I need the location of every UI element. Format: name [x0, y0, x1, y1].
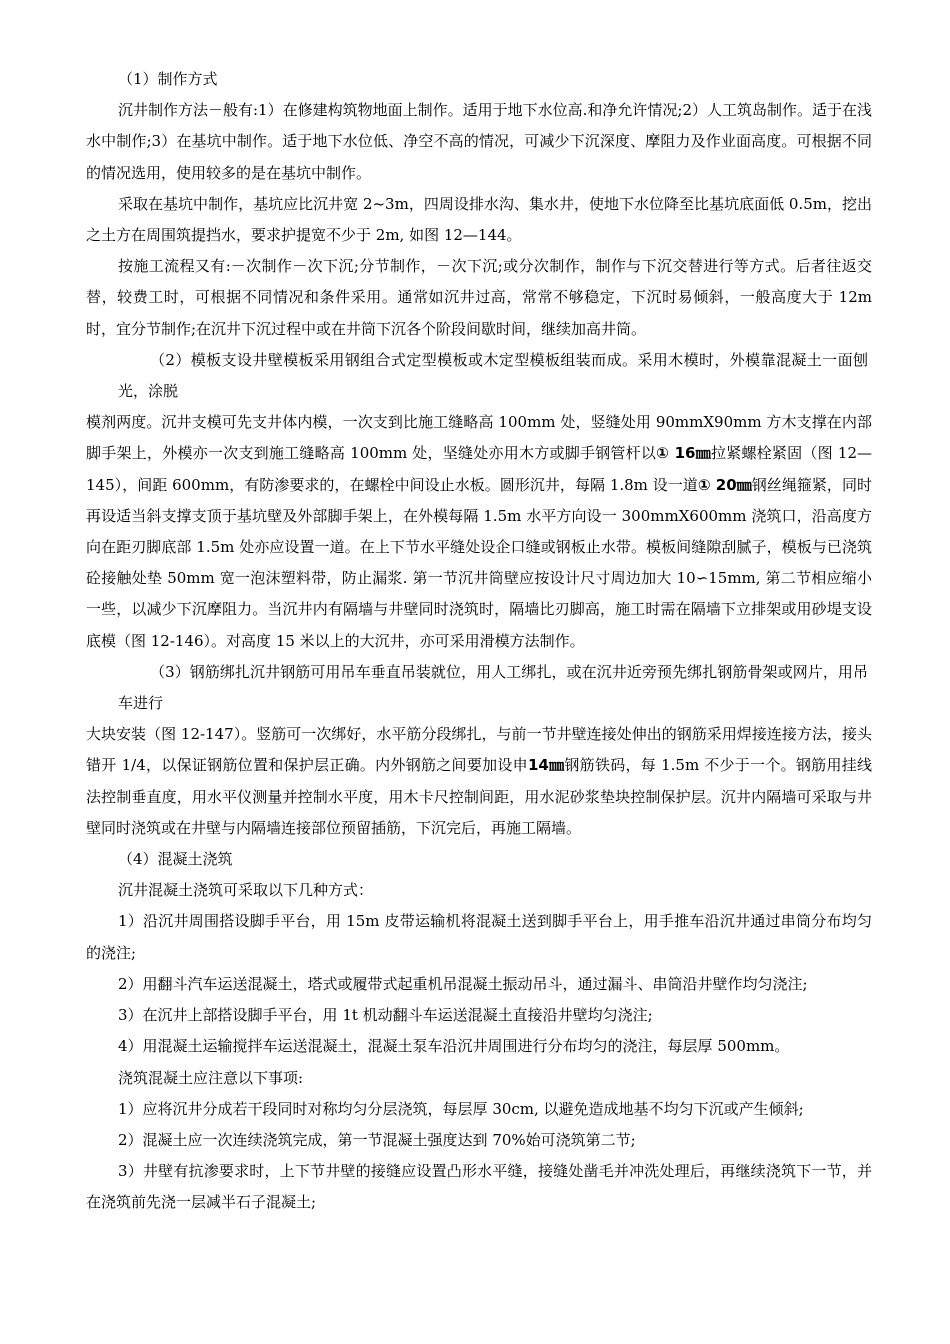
heading-production-method: （1）制作方式 — [118, 70, 218, 88]
paragraph-construction-flow: 按施工流程又有:－次制作－次下沉;分节制作，－次下沉;或分次制作，制作与下沉交替进行等方式。后者往返交替，较费工时，可根据不同情况和条件采用。通常如沉井过高，常常不够稳定，下沉时易倾斜，一般高度大于 12m 时，宜分节制作;在沉井下沉过程中或在井筒下沉各个阶段间歇时间，继续加高井筒。 — [86, 257, 872, 338]
paragraph-formwork-details — [86, 407, 872, 657]
list-item-pouring-3: 3）在沉井上部搭设脚手平台，用 1t 机动翻斗车运送混凝土直接沿井壁均匀浇注; — [118, 1006, 653, 1025]
rebar-diameter-14: 14㎜ — [527, 756, 565, 775]
document-page — [86, 64, 872, 1219]
heading-concrete-pouring: （4）混凝土浇筑 — [118, 850, 233, 869]
list-item-pouring-2: 2）用翻斗汽车运送混凝土，塔式或履带式起重机吊混凝土振动吊斗，通过漏斗、串筒沿井壁作均匀浇注; — [118, 974, 808, 993]
paragraph-precautions-intro: 浇筑混凝土应注意以下事项: — [118, 1068, 304, 1087]
paragraph-rebar-details — [86, 719, 872, 844]
bolt-diameter-16: ① 16㎜ — [656, 444, 711, 463]
rope-diameter-20: ① 20㎜ — [697, 475, 752, 494]
heading-formwork: （2）模板支设井壁模板采用钢组合式定型模板或木定型模板组装而成。采用木模时，外模靠混凝土一面刨光，涂脱 — [118, 350, 868, 401]
list-item-precaution-1: 1）应将沉井分成若干段同时对称均匀分层浇筑，每层厚 30cm, 以避免造成地基不均匀下沉或产生倾斜; — [118, 1099, 804, 1118]
paragraph-pouring-intro: 沉井混凝土浇筑可采取以下几种方式： — [118, 881, 374, 900]
rebar-text-c: 钢筋铁码，每 1.5m 不少于一个。钢筋用挂线法控制垂直度，用水平仪测量并控制水平度，用木卡尺控制间距，用水泥砂浆垫块控制保护层。沉井内隔墙可采取与井壁同时浇筑或在井壁与内隔墙连接部位预留插筋，下沉完后，再施工隔墙。 — [86, 756, 872, 837]
list-item-pouring-1: 1）沿沉井周围搭设脚手平台，用 15m 皮带运输机将混凝土送到脚手平台上，用手推车沿沉井通过串筒分布均匀的浇注; — [86, 912, 872, 962]
heading-rebar: （3）钢筋绑扎沉井钢筋可用吊车垂直吊装就位，用人工绑扎，或在沉井近旁预先绑扎钢筋骨架或网片，用吊车进行 — [118, 662, 868, 713]
list-item-precaution-2: 2）混凝土应一次连续浇筑完成，第一节混凝土强度达到 70%始可浇筑第二节; — [118, 1130, 636, 1149]
formwork-text-c: 拉紧螺栓紧固（图 12—145），间距 600mm，有防渗要求的，在螺栓中间设止水板。圆形沉井，每隔 1.8m 设一道 — [86, 444, 873, 494]
paragraph-production-methods: 沉井制作方法－般有:1）在修建构筑物地面上制作。适用于地下水位高.和净允许情况;2）人工筑岛制作。适于在浅水中制作;3）在基坑中制作。适于地下水位低、净空不高的情况，可减少下沉深度、摩阻力及作业面高度。可根据不同的情况选用，使用较多的是在基坑中制作。 — [86, 101, 872, 182]
formwork-text-a: 模剂两度。沉井支模可先支井体内模，一次支到比施工缝略高 100mm 处，竖缝处用 90mmX90mm 方木支撑在内部脚手架上，外模亦一次支到施工缝略高 100mm 处，坚缝处亦用木方或脚手钢管杆以 — [86, 413, 872, 463]
list-item-precaution-3: 3）井壁有抗渗要求时，上下节井壁的接缝应设置凸形水平缝，接缝处凿毛并冲洗处理后，再继续浇筑下一节，并在浇筑前先浇一层减半石子混凝土; — [86, 1162, 872, 1212]
rebar-text-a: 大块安装（图 12-147）。竖筋可一次绑好，水平筋分段绑扎，与前一节井壁连接处伸出的钢筋采用焊接连接方法，接头错开 1/4，以保证钢筋位置和保护层正确。内外钢筋之间要加设申 — [86, 725, 872, 775]
paragraph-foundation-pit: 采取在基坑中制作，基坑应比沉井宽 2~3m，四周设排水沟、集水井，使地下水位降至比基坑底面低 0.5m，挖出之土方在周围筑提挡水，要求护提宽不少于 2m, 如图 12—144。 — [86, 194, 872, 245]
list-item-pouring-4: 4）用混凝土运输搅拌车运送混凝土，混凝土泵车沿沉井周围进行分布均匀的浇注，每层厚 500mm。 — [118, 1037, 790, 1056]
formwork-text-d: 钢丝绳箍紧，同时再设适当斜支撑支顶于基坑壁及外部脚手架上，在外模每隔 1.5m 水平方向设一 300mmX600mm 浇筑口，沿高度方向在距刃脚底部 1.5m 处亦应设置一道。在上下节水平缝处设企口缝或钢板止水带。模板间缝隙刮腻子，模板与已浇筑砼接触处垫 50mm 宽一泡沫塑料带，防止漏浆. 第一节沉井筒壁应按设计尺寸周边加大 10∽15mm, 第二节相应缩小一些，以减少下沉摩阻力。当沉井内有隔墙与井壁同时浇筑时，隔墙比刃脚高，施工时需在隔墙下立排架或用砂堤支设底模（图 12-146）。对高度 15 米以上的大沉井，亦可采用滑模方法制作。 — [86, 475, 872, 650]
